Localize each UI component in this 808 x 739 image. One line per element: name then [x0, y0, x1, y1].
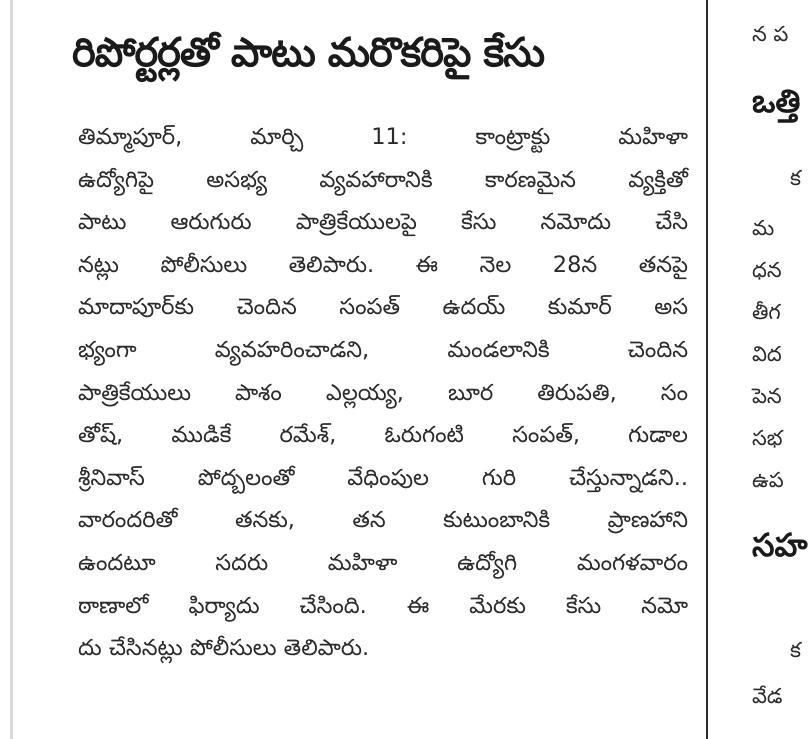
cut-text-fragment: ధన — [752, 258, 782, 282]
article-headline: రిపోర్టర్లతో పాటు మరొకరిపై కేసు — [72, 30, 545, 76]
cut-text-fragment: క — [790, 166, 801, 190]
column-divider — [706, 0, 708, 739]
cut-text-fragment: ఉప — [752, 468, 784, 492]
cut-text-fragment: న ప — [752, 22, 789, 46]
cut-heading-fragment: సహ — [752, 526, 808, 564]
cut-text-fragment: విద — [752, 342, 782, 366]
body-line: మాదాపూర్‌కు చెందిన సంపత్ ఉదయ్ కుమార్ అస — [78, 294, 688, 321]
article-body — [78, 116, 688, 670]
body-line: పాత్రికేయులు పాశం ఎల్లయ్య, బూర తిరుపతి, సం — [78, 379, 688, 406]
body-line: పాటు ఆరుగురు పాత్రికేయులపై కేసు నమోదు చేసి — [78, 209, 688, 236]
cut-text-fragment: వేడ — [752, 684, 783, 708]
body-line: నట్లు పోలీసులు తెలిపారు. ఈ నెల 28న తనపై — [78, 251, 688, 278]
cut-text-fragment: తీగ — [752, 300, 781, 324]
cut-text-fragment: పెన — [752, 384, 782, 408]
body-line: ఉందటూ సదరు మహిళా ఉద్యోగి మంగళవారం — [78, 549, 688, 576]
body-line: వారందరితో తనకు, తన కుటుంబానికి ప్రాణహాని — [78, 507, 688, 534]
cut-text-fragment: మ — [752, 216, 775, 240]
body-line: భ్యంగా వ్యవహరించాడని, మండలానికి చెందిన — [78, 336, 688, 363]
page-edge-rule — [10, 0, 13, 739]
cut-heading-fragment: ఒత్తి — [752, 82, 801, 120]
body-line: తోష్, ముడికే రమేశ్, ఓరుగంటి సంపత్, గుడాల — [78, 422, 688, 449]
body-line: తిమ్మాపూర్, మార్చి 11: కాంట్రాక్టు మహిళా — [78, 124, 688, 150]
body-line: ఠాణాలో ఫిర్యాదు చేసింది. ఈ మేరకు కేసు నమో — [78, 592, 688, 619]
cut-text-fragment: క — [790, 638, 801, 662]
body-line: శ్రీనివాస్ పోద్బలంతో వేధింపుల గురి చేస్తున్నాడని.. — [78, 464, 688, 491]
adjacent-article-fragment — [752, 0, 808, 739]
body-line: దు చేసినట్లు పోలీసులు తెలిపారు. — [78, 635, 370, 662]
news-article — [22, 0, 687, 739]
cut-text-fragment: సభ — [752, 426, 783, 450]
body-line: ఉద్యోగిపై అసభ్య వ్యవహారానికి కారణమైన వ్యక్తితో — [78, 166, 688, 193]
